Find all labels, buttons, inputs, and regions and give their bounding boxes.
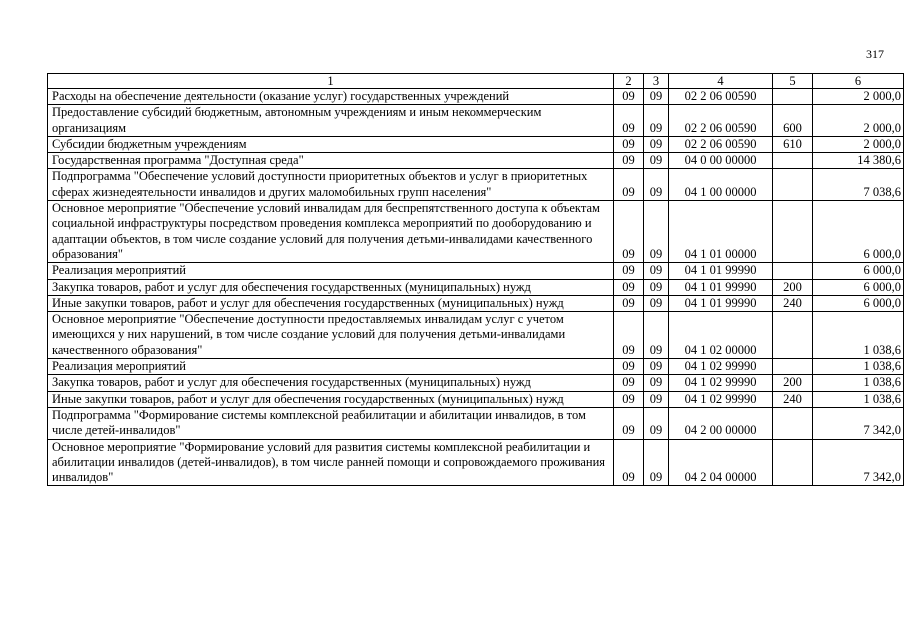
row-pr: 09 [644, 263, 669, 279]
row-pr: 09 [644, 407, 669, 439]
row-name: Расходы на обеспечение деятельности (оказание услуг) государственных учреждений [48, 89, 614, 105]
row-rz: 09 [614, 263, 644, 279]
row-csr: 02 2 06 00590 [669, 136, 773, 152]
row-pr: 09 [644, 279, 669, 295]
row-vr: 200 [773, 375, 813, 391]
header-name: 1 [48, 74, 614, 89]
row-name: Иные закупки товаров, работ и услуг для обеспечения государственных (муниципальных) нужд [48, 295, 614, 311]
row-csr: 04 1 01 00000 [669, 201, 773, 263]
row-vr [773, 201, 813, 263]
row-pr: 09 [644, 439, 669, 486]
row-sum: 14 380,6 [813, 153, 904, 169]
row-name: Подпрограмма "Формирование системы комплексной реабилитации и абилитации инвалидов, в том числе детей-инвалидов" [48, 407, 614, 439]
table-row [48, 169, 904, 201]
row-rz: 09 [614, 375, 644, 391]
table-row [48, 295, 904, 311]
page-number: 317 [866, 47, 884, 61]
table-row [48, 407, 904, 439]
row-rz: 09 [614, 89, 644, 105]
row-pr: 09 [644, 169, 669, 201]
row-name: Реализация мероприятий [48, 263, 614, 279]
table-row [48, 105, 904, 137]
header-csr: 4 [669, 74, 773, 89]
table-row [48, 201, 904, 263]
row-name: Закупка товаров, работ и услуг для обеспечения государственных (муниципальных) нужд [48, 279, 614, 295]
row-sum: 6 000,0 [813, 201, 904, 263]
row-rz: 09 [614, 279, 644, 295]
row-csr: 04 1 02 00000 [669, 312, 773, 359]
table-row [48, 136, 904, 152]
row-name: Иные закупки товаров, работ и услуг для обеспечения государственных (муниципальных) нужд [48, 391, 614, 407]
row-pr: 09 [644, 359, 669, 375]
row-rz: 09 [614, 169, 644, 201]
row-vr [773, 263, 813, 279]
row-name: Подпрограмма "Обеспечение условий доступности приоритетных объектов и услуг в приоритетных сферах жизнедеятельности инвалидов и других маломобильных групп населения" [48, 169, 614, 201]
row-name: Предоставление субсидий бюджетным, автономным учреждениям и иным некоммерческим организациям [48, 105, 614, 137]
row-pr: 09 [644, 375, 669, 391]
row-sum: 7 342,0 [813, 407, 904, 439]
row-rz: 09 [614, 295, 644, 311]
budget-table [47, 73, 904, 486]
table-row [48, 391, 904, 407]
row-vr [773, 439, 813, 486]
row-sum: 2 000,0 [813, 105, 904, 137]
row-name: Закупка товаров, работ и услуг для обеспечения государственных (муниципальных) нужд [48, 375, 614, 391]
row-sum: 2 000,0 [813, 136, 904, 152]
header-sum: 6 [813, 74, 904, 89]
row-csr: 04 1 02 99990 [669, 375, 773, 391]
row-rz: 09 [614, 201, 644, 263]
row-rz: 09 [614, 439, 644, 486]
row-csr: 02 2 06 00590 [669, 89, 773, 105]
row-csr: 04 1 01 99990 [669, 295, 773, 311]
row-rz: 09 [614, 153, 644, 169]
row-name: Субсидии бюджетным учреждениям [48, 136, 614, 152]
row-sum: 6 000,0 [813, 263, 904, 279]
row-name: Государственная программа "Доступная среда" [48, 153, 614, 169]
row-csr: 04 1 01 99990 [669, 279, 773, 295]
row-csr: 04 2 04 00000 [669, 439, 773, 486]
row-rz: 09 [614, 359, 644, 375]
row-vr [773, 407, 813, 439]
table-row [48, 153, 904, 169]
row-pr: 09 [644, 312, 669, 359]
row-rz: 09 [614, 312, 644, 359]
row-vr [773, 312, 813, 359]
row-sum: 7 038,6 [813, 169, 904, 201]
row-rz: 09 [614, 391, 644, 407]
row-csr: 02 2 06 00590 [669, 105, 773, 137]
header-rz: 2 [614, 74, 644, 89]
row-name: Основное мероприятие "Формирование условий для развития системы комплексной реабилитации и абилитации инвалидов (детей-инвалидов), в том числе ранней помощи и сопровождаемого проживания инвалидов" [48, 439, 614, 486]
row-csr: 04 1 02 99990 [669, 359, 773, 375]
row-pr: 09 [644, 105, 669, 137]
table-body [48, 89, 904, 486]
row-vr: 200 [773, 279, 813, 295]
row-rz: 09 [614, 105, 644, 137]
row-pr: 09 [644, 89, 669, 105]
row-rz: 09 [614, 136, 644, 152]
row-sum: 1 038,6 [813, 375, 904, 391]
table-row [48, 279, 904, 295]
table-row [48, 439, 904, 486]
row-vr [773, 359, 813, 375]
row-sum: 1 038,6 [813, 391, 904, 407]
row-pr: 09 [644, 201, 669, 263]
table-row [48, 312, 904, 359]
row-vr: 610 [773, 136, 813, 152]
row-vr: 240 [773, 295, 813, 311]
header-row [48, 74, 904, 89]
row-vr: 240 [773, 391, 813, 407]
row-csr: 04 2 00 00000 [669, 407, 773, 439]
row-vr: 600 [773, 105, 813, 137]
header-vr: 5 [773, 74, 813, 89]
row-sum: 2 000,0 [813, 89, 904, 105]
row-sum: 6 000,0 [813, 295, 904, 311]
row-vr [773, 89, 813, 105]
row-vr [773, 169, 813, 201]
row-name: Основное мероприятие "Обеспечение доступности предоставляемых инвалидам услуг с учетом имеющихся у них нарушений, в том числе создание условий для получения детьми-инвалидами качественного образования" [48, 312, 614, 359]
header-pr: 3 [644, 74, 669, 89]
row-csr: 04 0 00 00000 [669, 153, 773, 169]
row-pr: 09 [644, 136, 669, 152]
row-pr: 09 [644, 153, 669, 169]
table-row [48, 89, 904, 105]
row-sum: 1 038,6 [813, 359, 904, 375]
row-pr: 09 [644, 391, 669, 407]
table-row [48, 263, 904, 279]
row-csr: 04 1 01 99990 [669, 263, 773, 279]
row-name: Реализация мероприятий [48, 359, 614, 375]
row-name: Основное мероприятие "Обеспечение условий инвалидам для беспрепятственного доступа к объектам социальной инфраструктуры посредством проведения комплекса мероприятий по дооборудованию и адаптации объектов, в том числе создание условий для получения детьми-инвалидами качественного образования" [48, 201, 614, 263]
row-pr: 09 [644, 295, 669, 311]
row-sum: 6 000,0 [813, 279, 904, 295]
table-row [48, 375, 904, 391]
row-sum: 7 342,0 [813, 439, 904, 486]
row-csr: 04 1 00 00000 [669, 169, 773, 201]
row-sum: 1 038,6 [813, 312, 904, 359]
row-rz: 09 [614, 407, 644, 439]
row-csr: 04 1 02 99990 [669, 391, 773, 407]
row-vr [773, 153, 813, 169]
table-row [48, 359, 904, 375]
